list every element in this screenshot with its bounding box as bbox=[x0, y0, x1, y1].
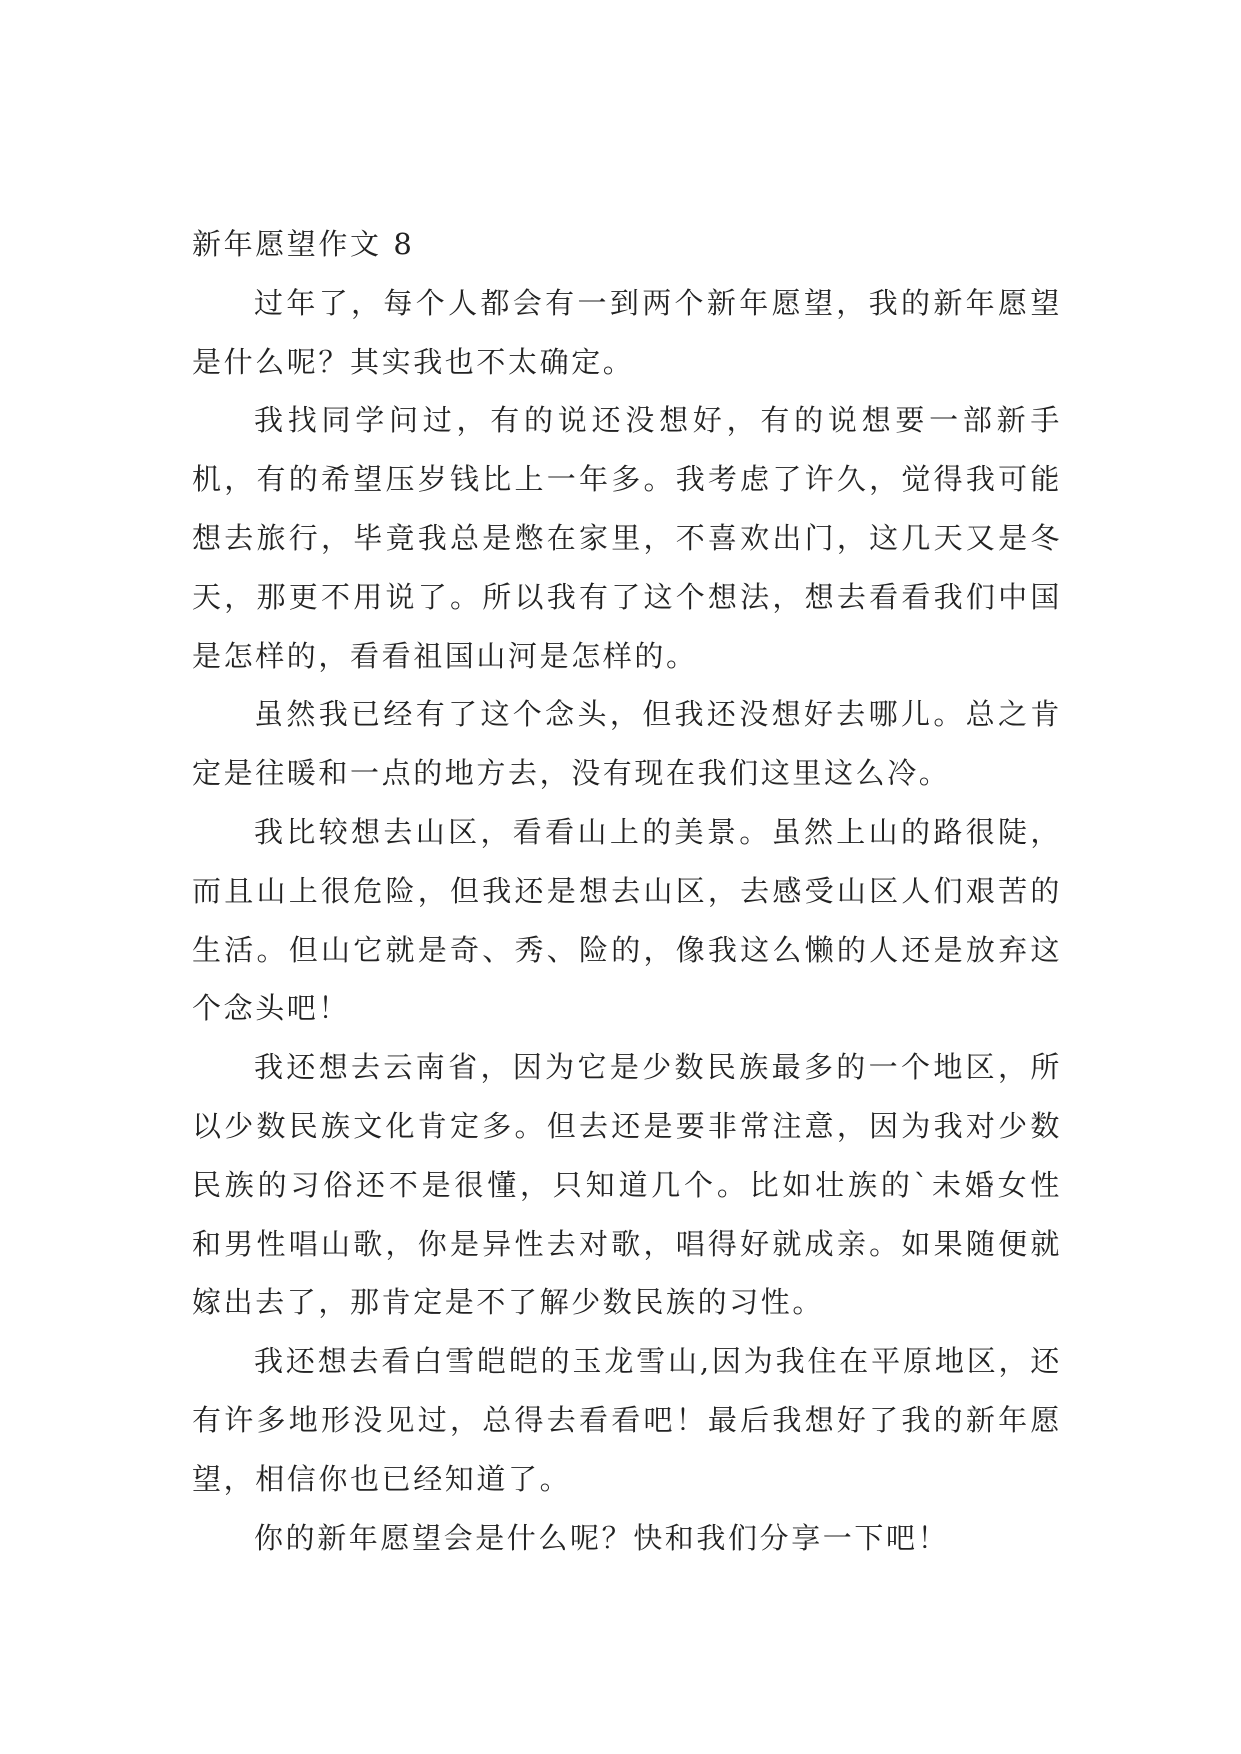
document-title: 新年愿望作文 8 bbox=[192, 227, 415, 261]
document-body bbox=[192, 215, 1062, 1567]
paragraph-6: 我还想去看白雪皑皑的玉龙雪山,因为我住在平原地区，还有许多地形没见过，总得去看看吧！最后我想好了我的新年愿望，相信你也已经知道了。 bbox=[192, 1344, 1062, 1496]
paragraph-2: 我找同学问过，有的说还没想好，有的说想要一部新手机，有的希望压岁钱比上一年多。我考虑了许久，觉得我可能想去旅行，毕竟我总是憋在家里，不喜欢出门，这几天又是冬天，那更不用说了。所以我有了这个想法，想去看看我们中国是怎样的，看看祖国山河是怎样的。 bbox=[192, 403, 1062, 673]
paragraph-1: 过年了，每个人都会有一到两个新年愿望，我的新年愿望是什么呢？其实我也不太确定。 bbox=[192, 285, 1062, 379]
paragraph-3: 虽然我已经有了这个念头，但我还没想好去哪儿。总之肯定是往暖和一点的地方去，没有现在我们这里这么冷。 bbox=[192, 697, 1062, 791]
paragraph-5: 我还想去云南省，因为它是少数民族最多的一个地区，所以少数民族文化肯定多。但去还是要非常注意，因为我对少数民族的习俗还不是很懂，只知道几个。比如壮族的`未婚女性和男性唱山歌，你是异性去对歌，唱得好就成亲。如果随便就嫁出去了，那肯定是不了解少数民族的习性。 bbox=[192, 1050, 1062, 1320]
paragraph-7: 你的新年愿望会是什么呢？快和我们分享一下吧！ bbox=[254, 1520, 950, 1555]
paragraph-4: 我比较想去山区，看看山上的美景。虽然上山的路很陡，而且山上很危险，但我还是想去山区，去感受山区人们艰苦的生活。但山它就是奇、秀、险的，像我这么懒的人还是放弃这个念头吧！ bbox=[192, 814, 1062, 1026]
